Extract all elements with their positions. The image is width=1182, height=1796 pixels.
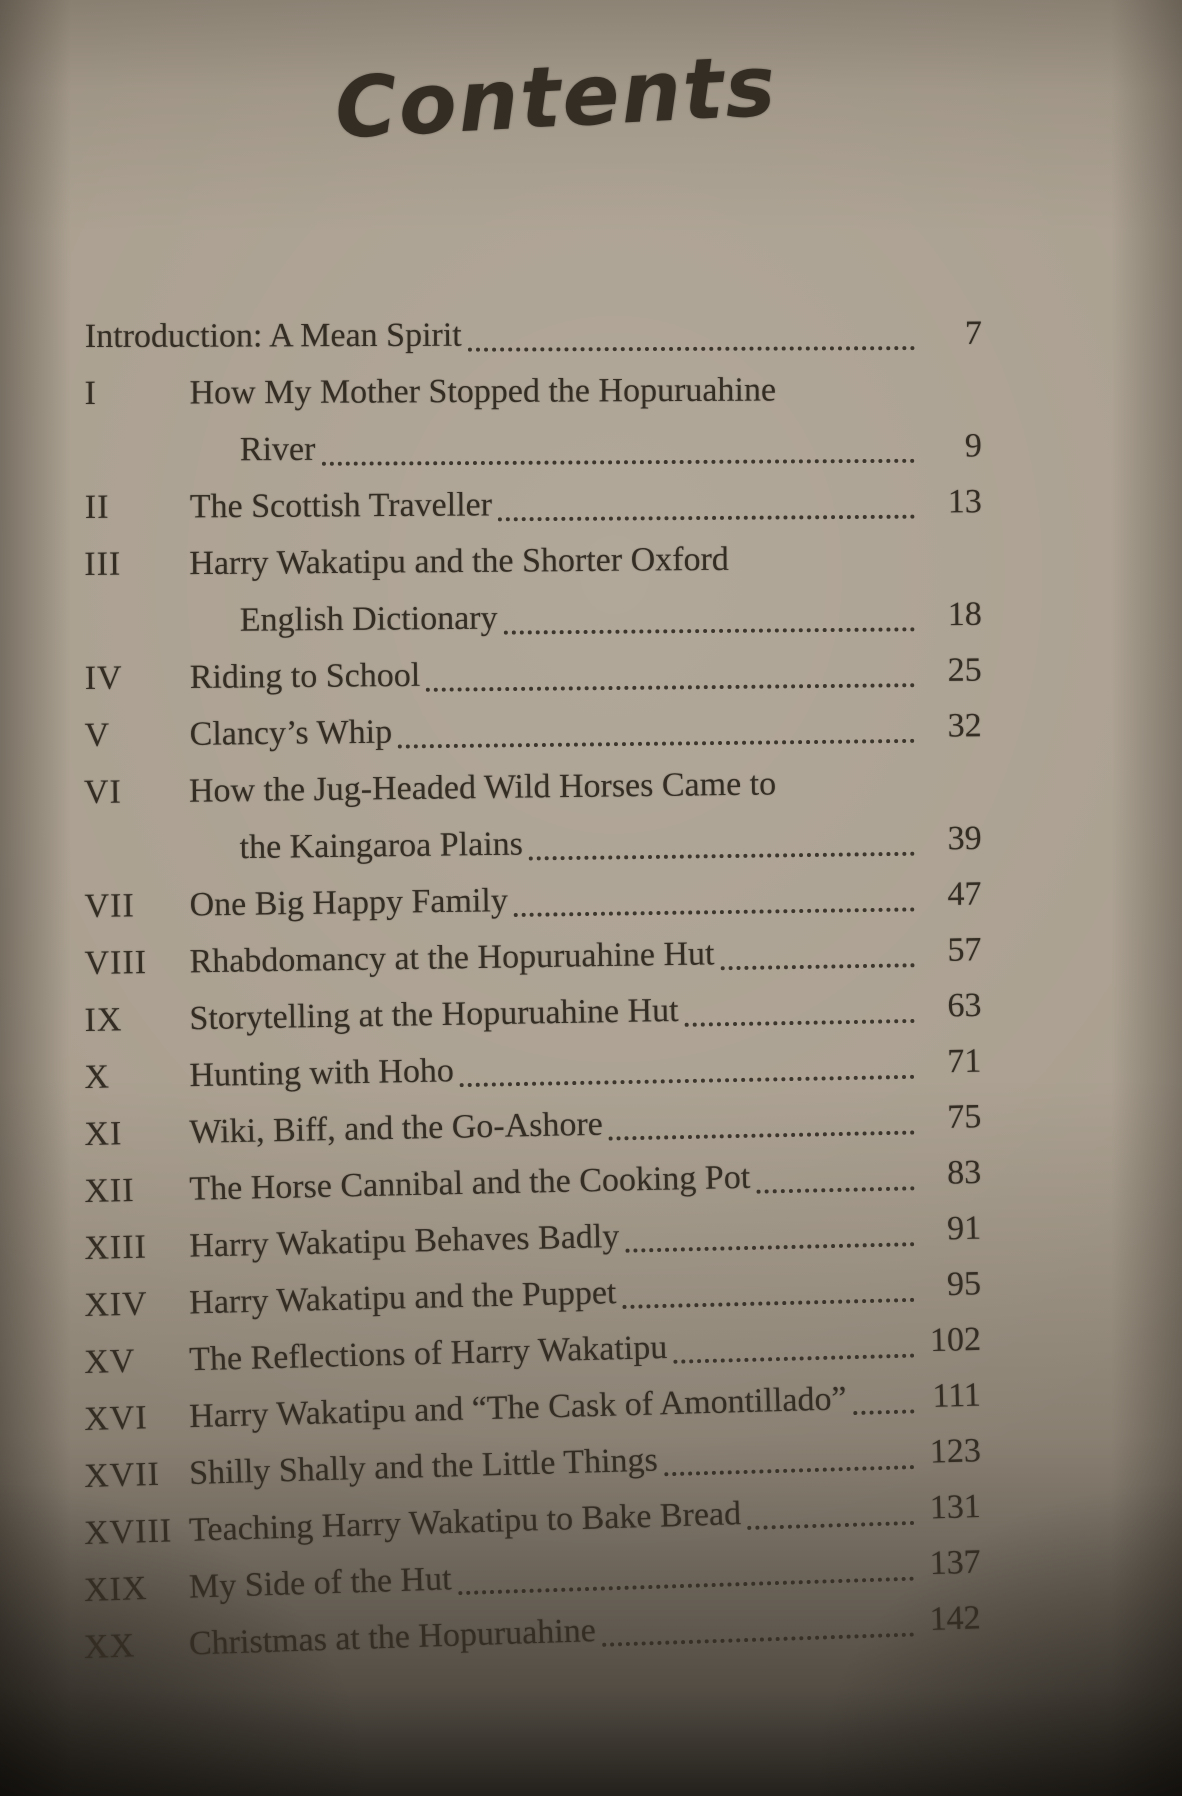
toc-entry (84, 360, 982, 479)
chapter-numeral: X (84, 1058, 111, 1097)
dot-leader (504, 627, 915, 634)
table-of-contents (85, 308, 982, 1676)
chapter-title: Introduction: A Mean Spirit (84, 316, 462, 356)
wrap-indent (85, 858, 240, 860)
chapter-numeral: XI (84, 1115, 123, 1154)
page-number: 71 (946, 1042, 982, 1081)
dot-leader (747, 1521, 914, 1530)
chapter-title: Harry Wakatipu Behaves Badly (188, 1217, 620, 1265)
toc-entry (84, 753, 982, 878)
dot-leader (721, 963, 915, 970)
dot-leader (756, 1186, 914, 1193)
chapter-numeral: IX (84, 1001, 123, 1040)
chapter-title-continued: English Dictionary (239, 599, 498, 639)
chapter-numeral: XVIII (83, 1512, 173, 1553)
chapter-numeral: XIV (83, 1285, 149, 1325)
page-number: 95 (946, 1265, 982, 1304)
page-number: 7 (964, 314, 982, 352)
chapter-title: Harry Wakatipu and the Puppet (188, 1274, 617, 1322)
chapter-title: Wiki, Biff, and the Go-Ashore (189, 1105, 604, 1151)
page-number: 83 (946, 1153, 982, 1192)
chapter-numeral: IV (84, 659, 123, 698)
chapter-title: Shilly Shally and the Little Things (188, 1441, 659, 1492)
chapter-title: The Reflections of Harry Wakatipu (188, 1328, 668, 1379)
wrap-indent (85, 460, 240, 461)
page-number: 75 (946, 1098, 982, 1136)
chapter-title-continued: River (239, 430, 316, 469)
toc-entry (84, 642, 981, 707)
chapter-title: How My Mother Stopped the Hopuruahine (189, 371, 777, 412)
chapter-title: My Side of the Hut (188, 1560, 453, 1606)
page-number: 123 (929, 1432, 982, 1471)
chapter-numeral: XVII (83, 1455, 161, 1496)
dot-leader (664, 1465, 914, 1476)
chapter-title: Harry Wakatipu and the Shorter Oxford (189, 540, 729, 583)
chapter-numeral: VIII (84, 944, 148, 983)
dot-leader (626, 1242, 915, 1253)
page-title: Contents (332, 36, 780, 158)
chapter-numeral: III (84, 545, 122, 584)
page-number: 91 (946, 1209, 982, 1248)
page-number: 57 (947, 931, 982, 969)
page-number: 102 (929, 1320, 982, 1360)
chapter-numeral: XVI (83, 1399, 149, 1439)
dot-leader (853, 1409, 915, 1415)
page-number: 137 (929, 1543, 982, 1583)
chapter-title: The Horse Cannibal and the Cooking Pot (188, 1158, 751, 1208)
dot-leader (426, 683, 915, 692)
chapter-numeral: V (84, 716, 111, 755)
chapter-title: The Scottish Traveller (189, 486, 493, 526)
chapter-title-continued: the Kaingaroa Plains (239, 825, 524, 867)
chapter-title: Storytelling at the Hopuruahine Hut (189, 991, 679, 1038)
dot-leader (321, 459, 914, 466)
chapter-title: Teaching Harry Wakatipu to Bake Bread (188, 1495, 742, 1549)
dot-leader (609, 1130, 915, 1140)
chapter-numeral: XII (83, 1171, 135, 1211)
page-number: 142 (928, 1599, 982, 1638)
chapter-title: Harry Wakatipu and “The Cask of Amontillado” (188, 1380, 848, 1436)
dot-leader (468, 346, 915, 352)
toc-entry (85, 305, 982, 365)
chapter-numeral: VII (84, 887, 136, 926)
dot-leader (529, 852, 915, 861)
dot-leader (398, 739, 915, 749)
chapter-numeral: XX (83, 1627, 136, 1667)
chapter-numeral: XV (83, 1342, 136, 1382)
chapter-title: Rhabdomancy at the Hopuruahine Hut (189, 935, 715, 981)
chapter-numeral: XIX (83, 1570, 149, 1610)
dot-leader (602, 1632, 914, 1646)
page-number: 32 (947, 707, 982, 745)
chapter-title: How the Jug-Headed Wild Horses Came to (188, 765, 777, 810)
page-number: 13 (947, 483, 982, 521)
page-number: 111 (931, 1376, 982, 1415)
dot-leader (460, 1075, 915, 1087)
chapter-title: Clancy’s Whip (189, 713, 393, 753)
page-number: 63 (947, 986, 982, 1025)
chapter-numeral: II (84, 488, 110, 527)
toc-entry (84, 529, 982, 650)
dot-leader (674, 1354, 915, 1364)
toc-entry (85, 473, 982, 536)
page-number: 131 (929, 1487, 982, 1527)
chapter-numeral: I (84, 374, 97, 413)
page-number: 39 (947, 819, 982, 858)
chapter-numeral: VI (83, 773, 123, 812)
chapter-title: One Big Happy Family (189, 882, 509, 924)
chapter-numeral: XIII (83, 1228, 148, 1268)
page-number: 18 (947, 595, 982, 634)
page-number: 9 (964, 427, 982, 465)
dot-leader (685, 1019, 915, 1027)
chapter-title: Riding to School (189, 656, 421, 697)
dot-leader (514, 907, 915, 917)
dot-leader (623, 1298, 915, 1309)
page-number: 25 (947, 651, 982, 689)
page-number: 47 (947, 875, 982, 913)
chapter-title: Hunting with Hoho (189, 1052, 455, 1095)
wrap-indent (85, 631, 240, 632)
dot-leader (458, 1577, 914, 1595)
dot-leader (498, 515, 915, 522)
chapter-title: Christmas at the Hopuruahine (188, 1612, 597, 1663)
